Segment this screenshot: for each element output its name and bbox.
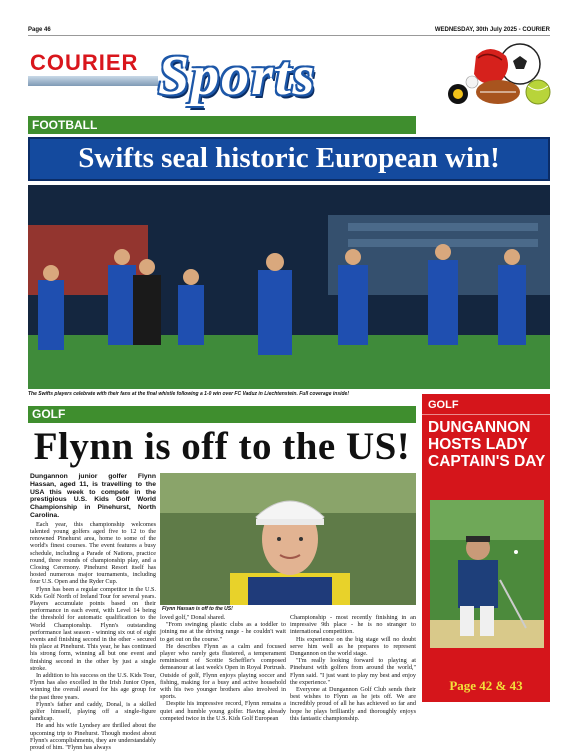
page-header-strip [28, 24, 550, 36]
article-paragraph: Championship - most recently finishing in an impressive 9th place - he is no stranger to international competition. [290, 614, 416, 636]
sidebar-page-reference[interactable]: Page 42 & 43 [449, 678, 523, 693]
main-photo-caption: The Swifts players celebrate with their fans at the final whistle following a 1-0 win over FC Vaduz in Liechtenstein. Full coverage inside! [28, 391, 349, 397]
article-paragraph: In addition to his success on the U.S. Kids Tour, Flynn has also excelled in the Irish Junior Open, winning the overall award for his age group for the past three years. [30, 672, 156, 701]
section-label-football: FOOTBALL [28, 116, 416, 134]
article-paragraph: "I'm really looking forward to playing at Pinehurst with golfers from around the world," Flynn said. "I just want to play my best and enjoy the experience." [290, 657, 416, 686]
article-paragraph: His experience on the big stage will no doubt serve him well as he prepares to represent Dungannon on the world stage. [290, 635, 416, 658]
flynn-portrait-illustration [160, 473, 416, 605]
team-photo-illustration [28, 185, 550, 389]
page-number: Page 46 [28, 26, 51, 33]
section-label-golf: GOLF [28, 406, 416, 423]
article-column-1 [30, 473, 156, 751]
sidebar-promo[interactable] [422, 394, 550, 702]
article-paragraph: Despite his impressive record, Flynn remains a quiet and humble young golfer. Having already competed twice in the U.S. Kids Golf European [160, 700, 286, 722]
main-headline: Swifts seal historic European win! [28, 137, 550, 181]
lady-captain-photo [430, 500, 544, 648]
sports-balls-illustration [428, 42, 550, 108]
article-paragraph: He and his wife Lyndsey are thrilled about the upcoming trip to Pinehurst. Though modest about Flynn's accomplishments, they are understandably proud of him. "Flynn has always [30, 722, 156, 751]
flynn-portrait-photo [160, 473, 416, 605]
sidebar-divider [422, 414, 550, 415]
article-column-2 [160, 614, 286, 730]
team-celebration-photo [28, 185, 550, 389]
article-paragraph: Flynn's father and caddy, Donal, is a skilled golfer himself, playing off a single-figure handicap. [30, 700, 156, 723]
article-paragraph: Each year, this championship welcomes talented young golfers aged five to 12 to the renowned Pinehurst area, home to some of the world's finest courses. The event features a busy schedule, including a Parade of Nations, practice round, three rounds of championship play, and a Closing Ceremony. Pinehurst Resort itself has hosted numerous major tournaments, including four U.S. Open and the Ryder Cup. [30, 520, 156, 586]
article-paragraph: "From swinging plastic clubs as a toddler to joining me at the driving range - he couldn't wait to get out on the course." [160, 621, 286, 643]
masthead-band [28, 76, 158, 86]
article-column-3 [290, 614, 416, 730]
article-paragraph: Everyone at Dungannon Golf Club sends their best wishes to Flynn as he jets off. We are incredibly proud of all he has achieved so far and hope he plays brilliantly and thoroughly enjoys this fantastic championship. [290, 686, 416, 722]
article-paragraph: He describes Flynn as a calm and focused player who rarely gets flustered, a temperament reminiscent of Scottie Scheffler's composed demeanour at last week's Open in Royal Portrush. Outside of golf, Flynn enjoys playing soccer and fishing, making for a busy and active household with his two younger brothers also involved in sports. [160, 642, 286, 701]
masthead-courier-logo: COURIER [30, 50, 139, 75]
golf-headline: Flynn is off to the US! [33, 425, 411, 468]
article-paragraph: loved golf," Donal shared. [160, 614, 226, 621]
article-paragraph: Flynn has been a regular competitor in the U.S. Kids Golf North of Ireland Tour for several years. Players accumulate points based on their performance in each event, with Level 14 being the threshold for automatic qualification to the World Championship. Flynn's outstanding performance last season - winning six out of eight events and finishing second in the other - secured his place at Pinehurst. This year, he has continued his strong form, winning all but one event and finishing second in the other by just a single stroke. [30, 585, 156, 672]
masthead-sports-logo: Sports [158, 45, 317, 107]
date-line: WEDNESDAY, 30th July 2025 - COURIER [434, 26, 550, 33]
article-lead: Dungannon junior golfer Flynn Hassan, aged 11, is travelling to the USA this week to compete in the prestigious U.S. Kids Golf World Championship in Pinehurst, North Carolina. [30, 473, 156, 519]
sidebar-label: GOLF [428, 399, 459, 411]
flynn-photo-caption: Flynn Hassan is off to the US! [162, 606, 233, 612]
lady-captain-illustration [430, 500, 544, 648]
masthead [28, 40, 550, 110]
sidebar-headline: DUNGANNON HOSTS LADY CAPTAIN'S DAY [428, 419, 546, 470]
